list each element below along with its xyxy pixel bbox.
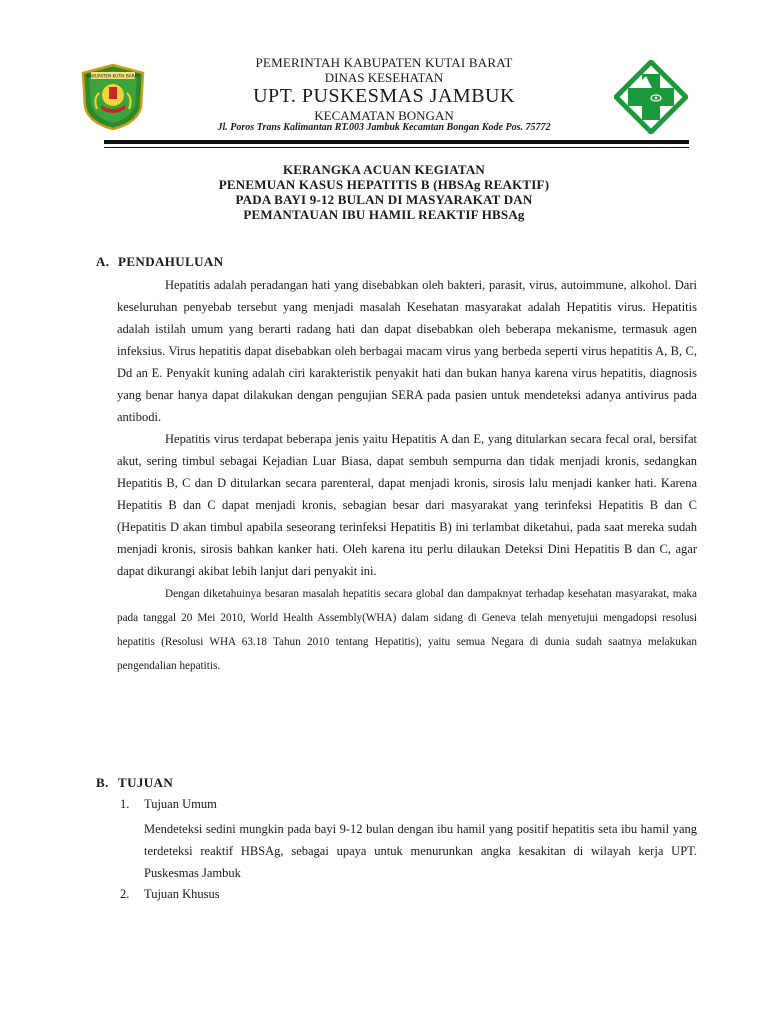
doc-title-line-1: KERANGKA ACUAN KEGIATAN: [282, 162, 486, 177]
list-item-1-body: Mendeteksi sedini mungkin pada bayi 9-12 bulan dengan ibu hamil yang positif hepatitis seta ibu hamil yang terdeteksi reaktif HBSAg, sebagai upaya untuk menurunkan angka kesakitan di wilayah kerja UPT. Puskesmas Jambuk: [144, 822, 697, 880]
list-item-1: [120, 797, 217, 812]
doc-title-line-4: PEMANTAUAN IBU HAMIL REAKTIF HBSAg: [243, 207, 525, 222]
letterhead-government: PEMERINTAH KABUPATEN KUTAI BARAT: [255, 55, 513, 70]
letterhead-divider-thick: [104, 140, 689, 144]
section-title: TUJUAN: [118, 775, 174, 790]
section-b-heading: [96, 775, 173, 791]
regency-crest-icon: [79, 63, 147, 131]
list-number: 1.: [120, 797, 130, 811]
doc-title-line-2: PENEMUAN KASUS HEPATITIS B (HBSAg REAKTIF): [218, 177, 550, 192]
section-letter: B.: [96, 775, 109, 790]
section-a-body: [117, 274, 697, 678]
list-item-2: [120, 887, 220, 902]
section-title: PENDAHULUAN: [118, 254, 224, 269]
letterhead-district: KECAMATAN BONGAN: [314, 108, 454, 123]
crest-text: KABUPATEN KUTAI BARAT: [86, 73, 140, 79]
list-label: Tujuan Khusus: [144, 887, 220, 901]
section-a-heading: [96, 254, 224, 270]
list-label: Tujuan Umum: [144, 797, 217, 811]
list-number: 2.: [120, 887, 130, 901]
section-letter: A.: [96, 254, 110, 269]
puskesmas-cross-icon: [614, 60, 688, 134]
paragraph: Hepatitis virus terdapat beberapa jenis yaitu Hepatitis A dan E, yang ditularkan secara fecal oral, bersifat akut, sering timbul sebagai Kejadian Luar Biasa, dapat sembuh sempurna dan tidak menjadi kronis, sedangkan Hepatitis B, C dan D ditularkan secara parenteral, dapat menjadi kronis, sirosis lalu menjadi kanker hati. Karena Hepatitis B dan C dapat menjadi kronis, sebagian besar dari masyarakat yang terinfeksi Hepatitis B dan C (Hepatitis D akan timbul apabila seseorang terinfeksi Hepatitis B) ini terlambat diketahui, pada saat mereka sudah menjadi kronis, sirosis bahkan kanker hati. Oleh karena itu perlu dilaukan Deteksi Dini Hepatitis B dan C, agar dapat dikurangi akibat lebih lanjut dari penyakit ini.: [117, 432, 697, 578]
paragraph: Hepatitis adalah peradangan hati yang disebabkan oleh bakteri, parasit, virus, autoimmune, alkohol. Dari keseluruhan penyebab tersebut yang menjadi masalah Kesehatan masyarakat adalah Hepatitis virus. Hepatitis adalah istilah umum yang berarti radang hati dan dapat disebabkan oleh beberapa mekanisme, termasuk agen infeksius. Virus hepatitis dapat disebabkan oleh berbagai macam virus yang berbeda seperti virus hepatitis A, B, C, Dd an E. Penyakit kuning adalah ciri karakteristik penyakit hati dan bukan hanya karena virus hepatitis, diagnosis yang benar hanya dapat dilakukan dengan pengujian SERA pada pasien untuk mendeteksi adanya antivirus pada antibodi.: [117, 278, 697, 424]
letterhead-divider-thin: [104, 147, 689, 148]
letterhead-address: Jl. Poros Trans Kalimantan RT.003 Jambuk Kecamtan Bongan Kode Pos. 75772: [217, 122, 551, 133]
doc-title-line-3: PADA BAYI 9-12 BULAN DI MASYARAKAT DAN: [235, 192, 533, 207]
letterhead-institution: UPT. PUSKESMAS JAMBUK: [253, 85, 515, 107]
paragraph: Dengan diketahuinya besaran masalah hepatitis secara global dan dampaknyat terhadap kesehatan masyarakat, maka pada tanggal 20 Mei 2010, World Health Assembly(WHA) dalam sidang di Geneva telah menyetujui mengadopsi resolusi hepatitis (Resolusi WHA 63.18 Tahun 2010 tentang Hepatitis), yaitu semua Negara di dunia sudah saatnya melakukan pengendalian hepatitis.: [117, 588, 697, 672]
letterhead-agency: DINAS KESEHATAN: [324, 70, 444, 85]
